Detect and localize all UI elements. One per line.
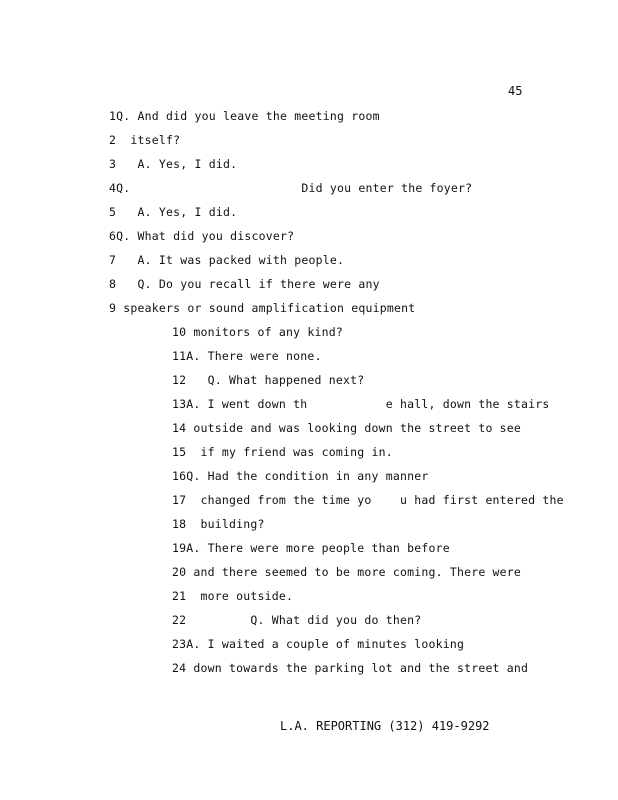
transcript-line-24: 24 down towards the parking lot and the street and — [172, 661, 529, 675]
transcript-line-5: 5 A. Yes, I did. — [109, 205, 238, 219]
transcript-line-23: 23A. I waited a couple of minutes looking — [172, 637, 465, 651]
transcript-line-17: 17 changed from the time yo u had first entered the — [172, 493, 564, 507]
transcript-line-19: 19A. There were more people than before — [172, 541, 450, 555]
reporter-footer: L.A. REPORTING (312) 419-9292 — [280, 719, 490, 733]
transcript-line-18: 18 building? — [172, 517, 265, 531]
transcript-line-4: 4Q. Did you enter the foyer? — [109, 181, 473, 195]
transcript-line-6: 6Q. What did you discover? — [109, 229, 295, 243]
transcript-line-1: 1Q. And did you leave the meeting room — [109, 109, 380, 123]
transcript-line-22: 22 Q. What did you do then? — [172, 613, 422, 627]
transcript-line-9: 9 speakers or sound amplification equipment — [109, 301, 416, 315]
transcript-line-11: 11A. There were none. — [172, 349, 322, 363]
transcript-line-16: 16Q. Had the condition in any manner — [172, 469, 429, 483]
transcript-line-10: 10 monitors of any kind? — [172, 325, 343, 339]
transcript-line-14: 14 outside and was looking down the street to see — [172, 421, 522, 435]
transcript-line-8: 8 Q. Do you recall if there were any — [109, 277, 380, 291]
transcript-line-15: 15 if my friend was coming in. — [172, 445, 393, 459]
transcript-line-21: 21 more outside. — [172, 589, 294, 603]
transcript-line-12: 12 Q. What happened next? — [172, 373, 365, 387]
transcript-line-7: 7 A. It was packed with people. — [109, 253, 345, 267]
page-number: 45 — [508, 84, 523, 98]
transcript-line-13: 13A. I went down th e hall, down the stairs — [172, 397, 550, 411]
transcript-line-3: 3 A. Yes, I did. — [109, 157, 238, 171]
transcript-line-2: 2 itself? — [109, 133, 181, 147]
transcript-line-20: 20 and there seemed to be more coming. There were — [172, 565, 522, 579]
